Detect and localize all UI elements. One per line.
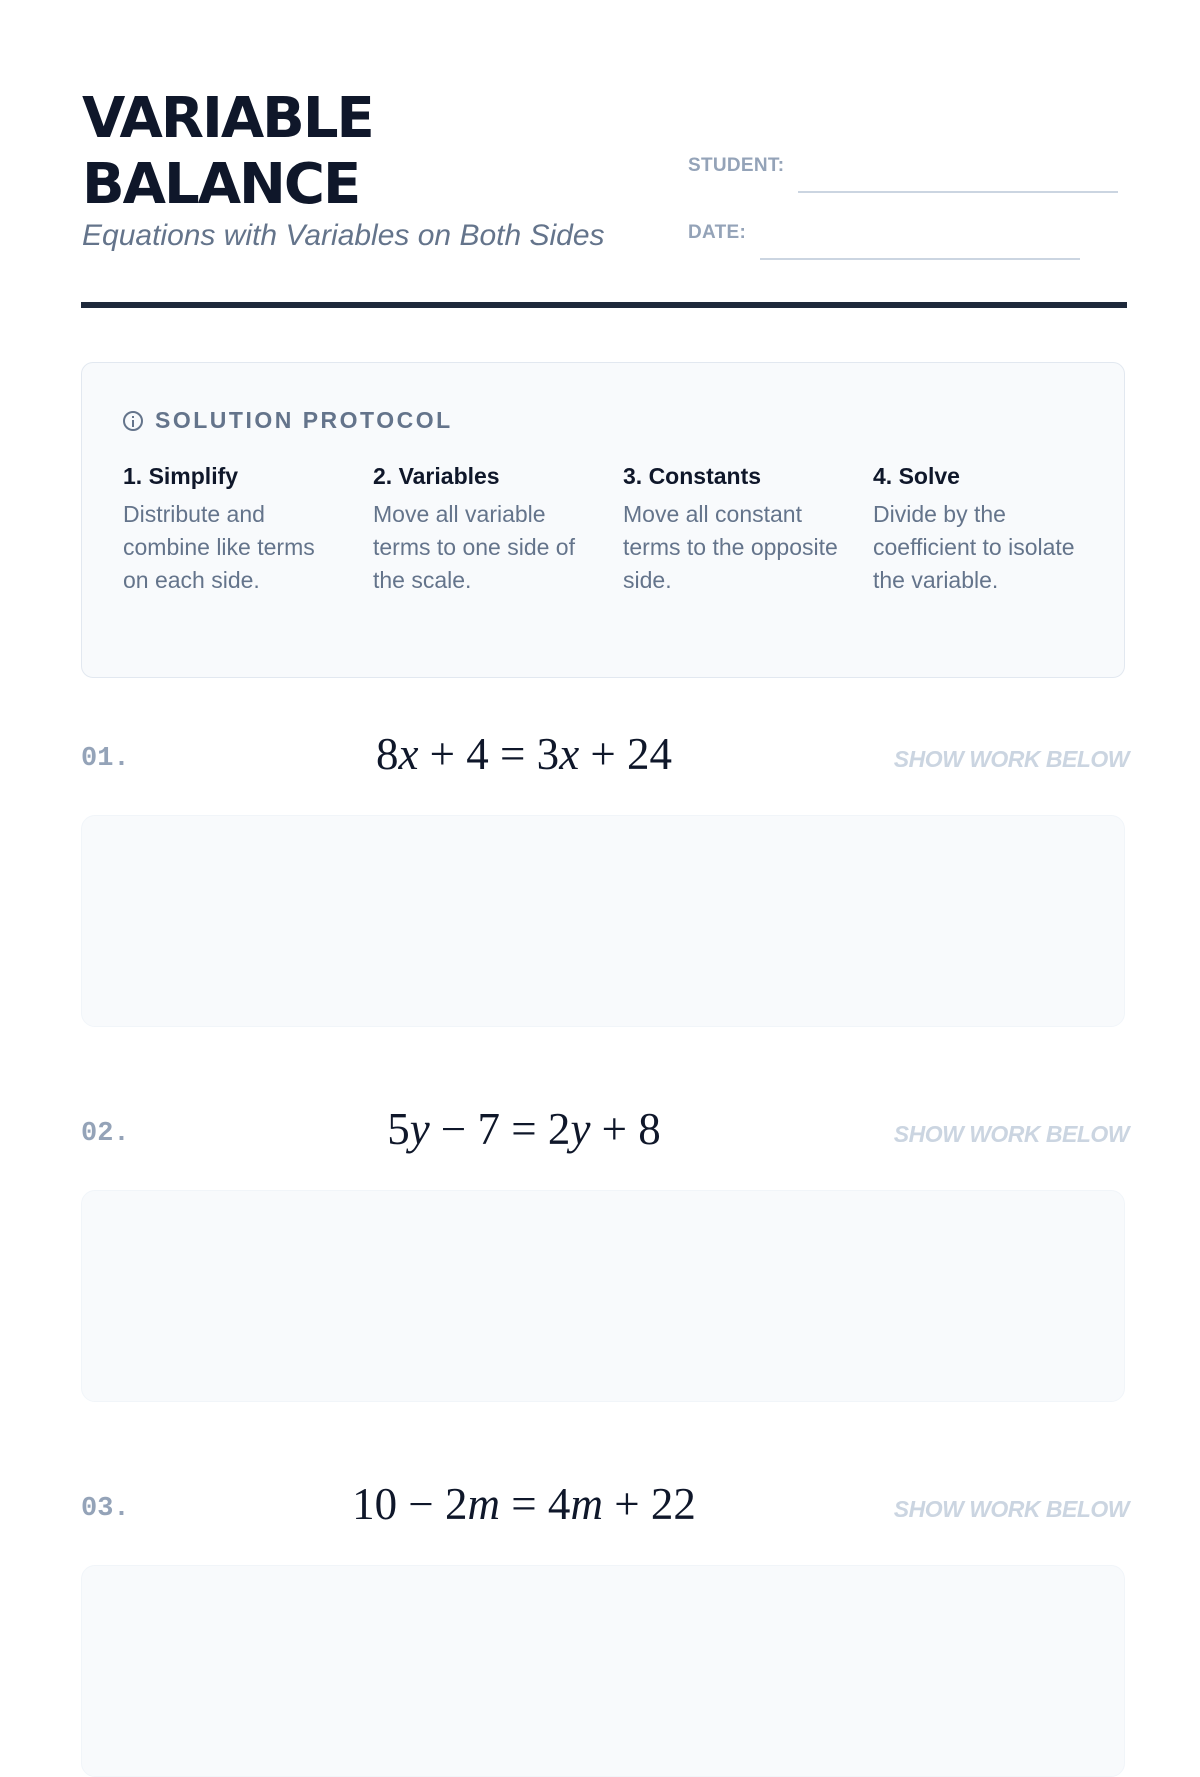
step-text: Distribute and combine like terms on each side. — [123, 501, 315, 593]
title-line-2: BALANCE — [82, 152, 360, 217]
show-work-hint: SHOW WORK BELOW — [893, 746, 1129, 772]
problem-3 — [81, 1478, 1127, 1538]
worksheet-title — [82, 86, 373, 218]
step-title: 4. Solve — [873, 463, 960, 489]
protocol-step — [623, 463, 873, 597]
problem-equation: 5y − 7 = 2y + 8 — [387, 1104, 661, 1154]
work-area-3[interactable] — [81, 1565, 1125, 1777]
problem-number: 02. — [81, 1119, 130, 1149]
date-label: DATE: — [688, 222, 747, 243]
protocol-step — [873, 463, 1123, 597]
protocol-step — [123, 463, 373, 597]
problem-1 — [81, 728, 1127, 788]
student-field[interactable] — [688, 155, 1118, 177]
title-line-1: VARIABLE — [82, 86, 373, 151]
work-area-1[interactable] — [81, 815, 1125, 1027]
student-input-line[interactable] — [798, 161, 1118, 193]
info-icon — [123, 411, 143, 431]
solution-protocol-panel — [81, 362, 1125, 678]
problem-2 — [81, 1103, 1127, 1163]
problem-equation: 10 − 2m = 4m + 22 — [352, 1479, 696, 1529]
worksheet-subtitle: Equations with Variables on Both Sides — [82, 219, 605, 252]
show-work-hint: SHOW WORK BELOW — [893, 1121, 1129, 1147]
step-text: Move all constant terms to the opposite side. — [623, 501, 838, 593]
date-input-line[interactable] — [760, 228, 1080, 260]
protocol-heading — [123, 407, 453, 434]
step-title: 1. Simplify — [123, 463, 239, 489]
step-text: Divide by the coefficient to isolate the variable. — [873, 501, 1075, 593]
problem-number: 01. — [81, 744, 130, 774]
step-title: 3. Constants — [623, 463, 762, 489]
problem-equation: 8x + 4 = 3x + 24 — [375, 729, 673, 779]
work-area-2[interactable] — [81, 1190, 1125, 1402]
header-divider — [81, 302, 1127, 308]
show-work-hint: SHOW WORK BELOW — [893, 1496, 1129, 1522]
student-label: STUDENT: — [688, 155, 785, 176]
problem-number: 03. — [81, 1494, 130, 1524]
step-title: 2. Variables — [373, 463, 500, 489]
step-text: Move all variable terms to one side of the scale. — [373, 501, 575, 593]
protocol-heading-text: SOLUTION PROTOCOL — [155, 407, 453, 433]
date-field[interactable] — [688, 222, 1080, 244]
protocol-step — [373, 463, 623, 597]
